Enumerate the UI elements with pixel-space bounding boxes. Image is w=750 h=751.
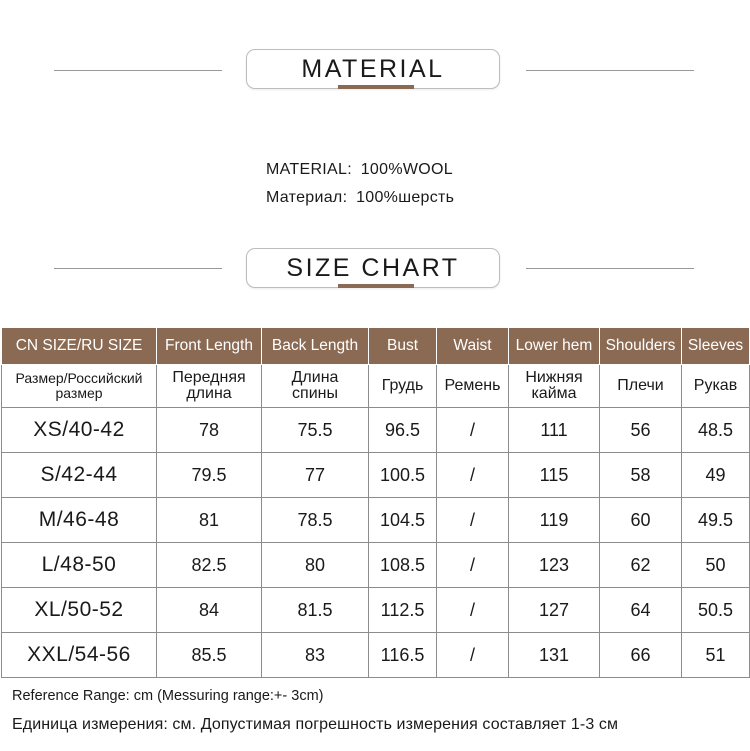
material-heading-accent [338, 85, 414, 89]
ru-header-sleeves: Рукав [682, 365, 750, 408]
cell-waist: / [437, 498, 509, 543]
ru-header-back-length: Длина спины [262, 365, 369, 408]
cell-shoulders: 60 [600, 498, 682, 543]
cell-shoulders: 56 [600, 408, 682, 453]
table-row [2, 498, 750, 543]
header-waist: Waist [437, 328, 509, 365]
cell-waist: / [437, 588, 509, 633]
cell-sleeves: 49.5 [682, 498, 750, 543]
size-chart-heading [246, 248, 500, 288]
table-ru-header-row [2, 365, 750, 408]
cell-lower-hem: 123 [509, 543, 600, 588]
cell-waist: / [437, 408, 509, 453]
table-row [2, 453, 750, 498]
header-back-length: Back Length [262, 328, 369, 365]
header-sleeves: Sleeves [682, 328, 750, 365]
ru-header-bust: Грудь [369, 365, 437, 408]
material-line-en [266, 161, 453, 179]
size-chart-heading-accent [338, 284, 414, 288]
cell-waist: / [437, 633, 509, 678]
cell-size: XS/40-42 [2, 408, 157, 453]
cell-size: S/42-44 [2, 453, 157, 498]
material-value-ru: 100%шерсть [356, 189, 455, 206]
cell-bust: 100.5 [369, 453, 437, 498]
cell-waist: / [437, 453, 509, 498]
cell-shoulders: 58 [600, 453, 682, 498]
ru-header-front-length: Передняя длина [157, 365, 262, 408]
cell-back-length: 81.5 [262, 588, 369, 633]
cell-sleeves: 48.5 [682, 408, 750, 453]
material-heading-text: MATERIAL [301, 54, 445, 83]
ru-header-shoulders: Плечи [600, 365, 682, 408]
material-label-ru: Материал: [266, 189, 348, 206]
cell-front-length: 78 [157, 408, 262, 453]
cell-front-length: 79.5 [157, 453, 262, 498]
table-row [2, 633, 750, 678]
cell-waist: / [437, 543, 509, 588]
cell-lower-hem: 111 [509, 408, 600, 453]
cell-front-length: 84 [157, 588, 262, 633]
cell-size: XL/50-52 [2, 588, 157, 633]
ru-header-waist: Ремень [437, 365, 509, 408]
cell-bust: 112.5 [369, 588, 437, 633]
cell-front-length: 81 [157, 498, 262, 543]
measurement-tolerance-note-ru: Единица измерения: см. Допустимая погрешность измерения составляет 1-3 см [12, 716, 619, 733]
material-line-ru [266, 189, 454, 207]
divider-left-size [54, 268, 222, 269]
cell-bust: 96.5 [369, 408, 437, 453]
cell-sleeves: 51 [682, 633, 750, 678]
cell-bust: 116.5 [369, 633, 437, 678]
reference-range-note: Reference Range: cm (Messuring range:+- 3cm) [12, 688, 324, 704]
header-front-length: Front Length [157, 328, 262, 365]
cell-front-length: 82.5 [157, 543, 262, 588]
header-shoulders: Shoulders [600, 328, 682, 365]
cell-lower-hem: 119 [509, 498, 600, 543]
table-row [2, 588, 750, 633]
divider-right-material [526, 70, 694, 71]
ru-header-size: Размер/Российский размер [2, 365, 157, 408]
size-chart-heading-text: SIZE CHART [286, 253, 460, 282]
cell-bust: 104.5 [369, 498, 437, 543]
cell-lower-hem: 115 [509, 453, 600, 498]
cell-shoulders: 66 [600, 633, 682, 678]
material-heading [246, 49, 500, 89]
cell-size: XXL/54-56 [2, 633, 157, 678]
header-bust: Bust [369, 328, 437, 365]
material-value-en: 100%WOOL [360, 161, 453, 178]
cell-size: M/46-48 [2, 498, 157, 543]
material-label-en: MATERIAL: [266, 161, 352, 178]
cell-lower-hem: 127 [509, 588, 600, 633]
cell-sleeves: 49 [682, 453, 750, 498]
cell-back-length: 80 [262, 543, 369, 588]
table-header-row [2, 328, 750, 365]
cell-back-length: 78.5 [262, 498, 369, 543]
size-chart-table [1, 327, 750, 678]
cell-back-length: 77 [262, 453, 369, 498]
cell-size: L/48-50 [2, 543, 157, 588]
table-row [2, 408, 750, 453]
header-size: CN SIZE/RU SIZE [2, 328, 157, 365]
cell-back-length: 75.5 [262, 408, 369, 453]
table-row [2, 543, 750, 588]
cell-front-length: 85.5 [157, 633, 262, 678]
ru-header-lower-hem: Нижняя кайма [509, 365, 600, 408]
divider-left-material [54, 70, 222, 71]
cell-sleeves: 50 [682, 543, 750, 588]
cell-back-length: 83 [262, 633, 369, 678]
cell-shoulders: 62 [600, 543, 682, 588]
divider-right-size [526, 268, 694, 269]
cell-bust: 108.5 [369, 543, 437, 588]
cell-shoulders: 64 [600, 588, 682, 633]
cell-lower-hem: 131 [509, 633, 600, 678]
header-lower-hem: Lower hem [509, 328, 600, 365]
cell-sleeves: 50.5 [682, 588, 750, 633]
